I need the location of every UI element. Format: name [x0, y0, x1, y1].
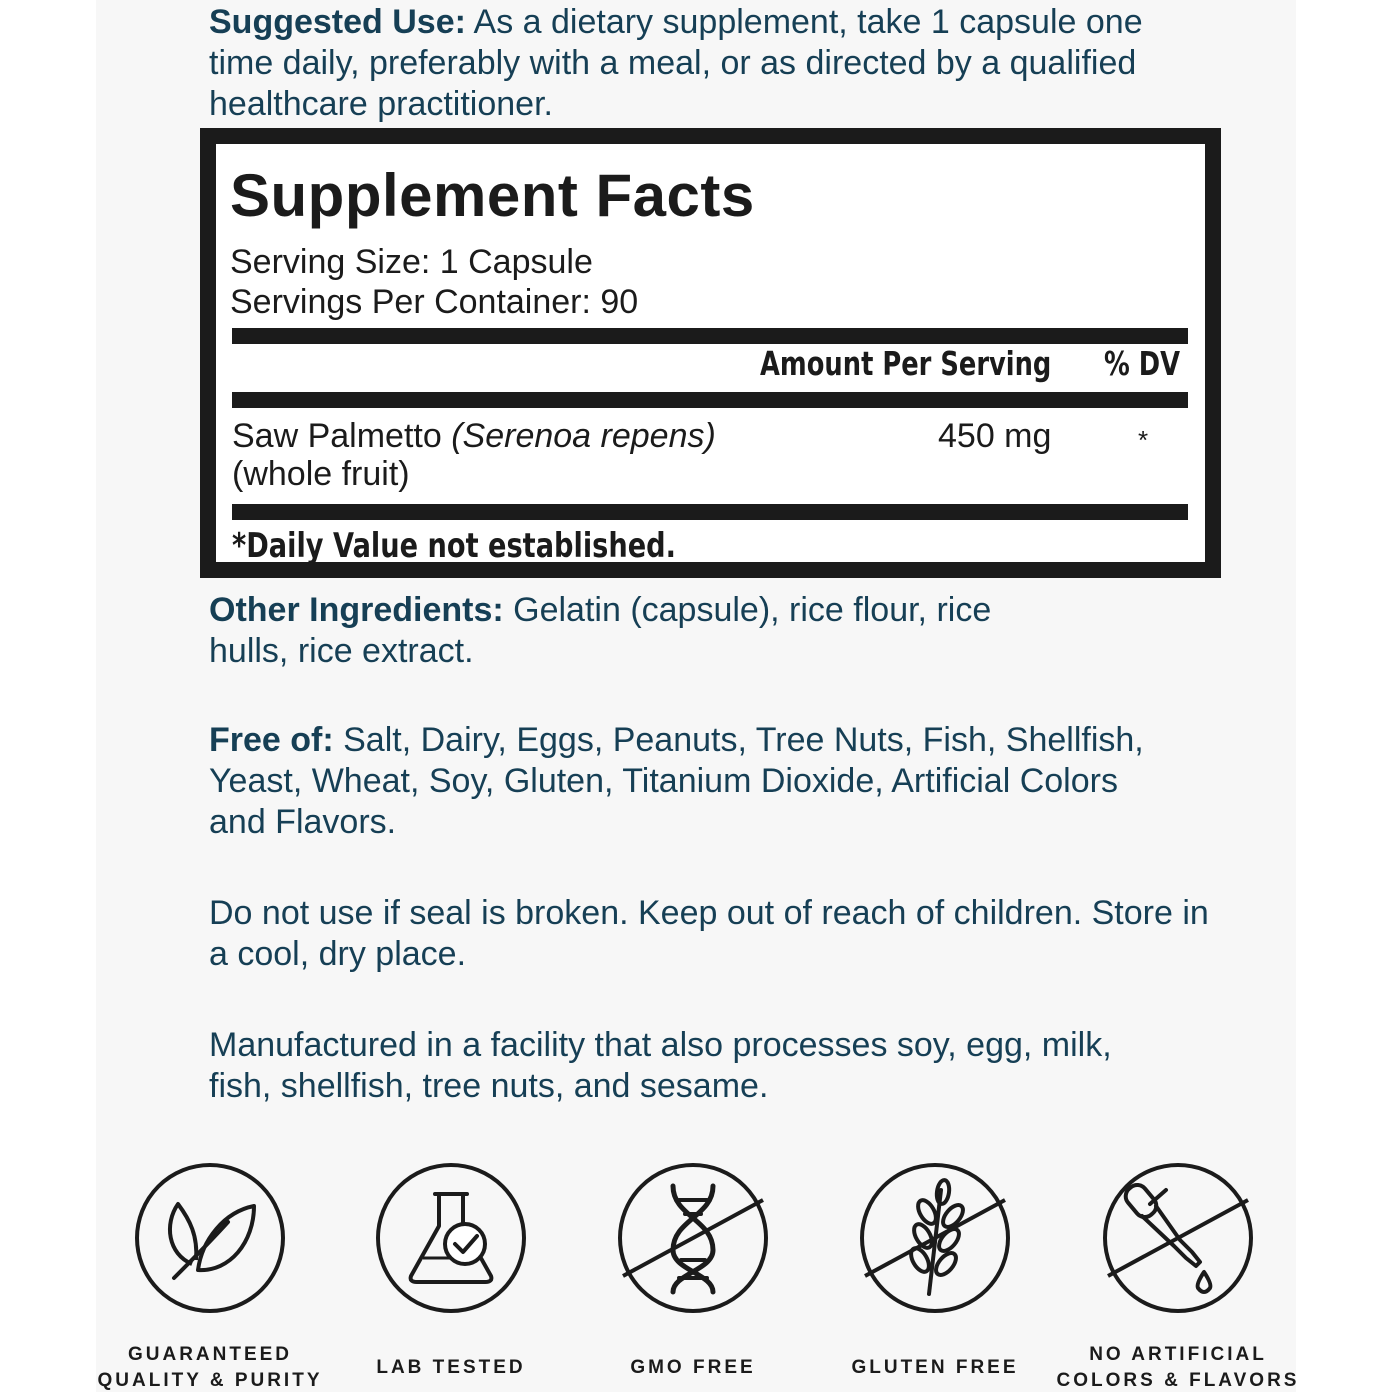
- badge-no-artificial-line2: COLORS & FLAVORS: [1056, 1370, 1300, 1391]
- facts-divider-header: [232, 392, 1188, 408]
- badge-gmo-free: [573, 1160, 813, 1378]
- ingredient-amount: 450 mg: [938, 417, 1052, 455]
- wheat-crossed-icon: [857, 1160, 1013, 1316]
- allergen-text: Manufactured in a facility that also processes soy, egg, milk, fish, shellfish, tree nuts, and sesame.: [209, 1026, 1112, 1105]
- badge-no-artificial: [1056, 1160, 1300, 1391]
- badge-quality-line1: GUARANTEED: [127, 1344, 293, 1365]
- badge-lab-tested: [331, 1160, 571, 1378]
- facts-thick-divider-top: [232, 328, 1188, 344]
- other-ingredients-label: Other Ingredients:: [209, 591, 504, 629]
- ingredient-latin-name: (Serenoa repens): [451, 417, 716, 455]
- ingredient-part: (whole fruit): [232, 455, 410, 493]
- other-ingredients: [209, 590, 1069, 672]
- free-of-text: Salt, Dairy, Eggs, Peanuts, Tree Nuts, Fish, Shellfish, Yeast, Wheat, Soy, Gluten, Titanium Dioxide, Artificial Colors and Flavors.: [209, 721, 1144, 841]
- suggested-use-text: As a dietary supplement, take 1 capsule one time daily, preferably with a meal, or as directed by a qualified healthcare practitioner.: [209, 3, 1143, 123]
- suggested-use: [209, 2, 1209, 125]
- warning-text: Do not use if seal is broken. Keep out of reach of children. Store in a cool, dry place.: [209, 894, 1209, 973]
- badge-no-artificial-line1: NO ARTIFICIAL: [1089, 1344, 1267, 1365]
- badge-quality: [90, 1160, 330, 1391]
- servings-per-container: Servings Per Container: 90: [230, 283, 639, 321]
- ingredient-name: [232, 416, 716, 456]
- facts-divider-bottom: [232, 504, 1188, 520]
- supplement-facts-panel: [200, 128, 1221, 578]
- ingredient-common-name: Saw Palmetto: [232, 417, 452, 455]
- badge-quality-line2: QUALITY & PURITY: [97, 1370, 323, 1391]
- dropper-crossed-icon: [1100, 1160, 1256, 1316]
- amount-per-serving-header: Amount Per Serving: [760, 344, 1052, 383]
- dv-header: % DV: [1104, 344, 1181, 383]
- dna-crossed-icon: [615, 1160, 771, 1316]
- ingredient-dv: *: [1138, 425, 1149, 455]
- flask-check-icon: [373, 1160, 529, 1316]
- badge-gmo-free-label: GMO FREE: [630, 1357, 756, 1378]
- badge-gluten-free: [815, 1160, 1055, 1378]
- free-of-label: Free of:: [209, 721, 334, 759]
- leaf-icon: [132, 1160, 288, 1316]
- serving-size: Serving Size: 1 Capsule: [230, 243, 593, 281]
- badge-lab-tested-label: LAB TESTED: [376, 1357, 526, 1378]
- other-ingredients-text: Gelatin (capsule), rice flour, rice hulls, rice extract.: [209, 591, 992, 670]
- badge-gluten-free-label: GLUTEN FREE: [851, 1357, 1019, 1378]
- free-of: [209, 720, 1169, 843]
- daily-value-footnote: *Daily Value not established.: [232, 526, 676, 566]
- facts-title: Supplement Facts: [230, 162, 755, 229]
- suggested-use-label: Suggested Use:: [209, 3, 466, 41]
